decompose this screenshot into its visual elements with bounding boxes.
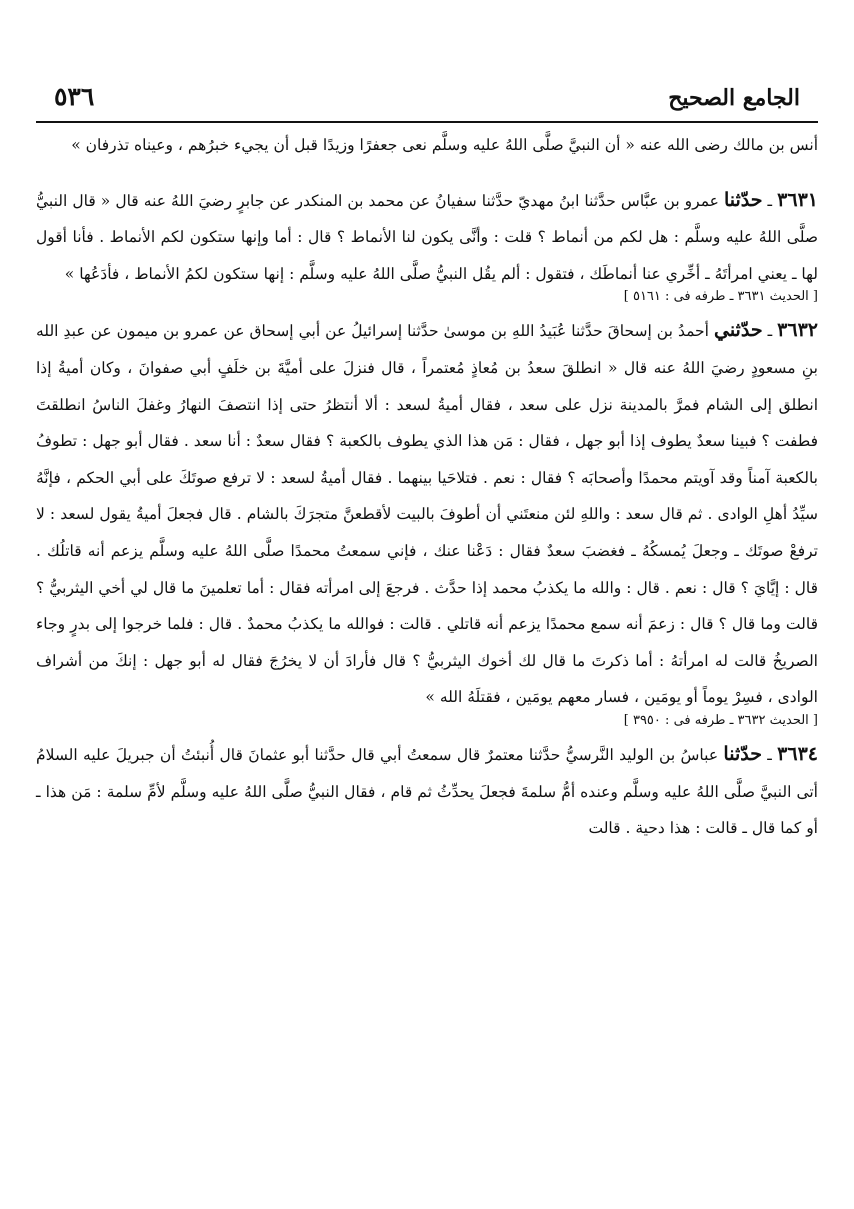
hadith-number: ٣٦٣٢ [777,319,818,342]
hadith-text: عباسُ بن الوليد النَّرسيُّ حدَّثنا معتمرٌ قال سمعتُ أبي قال حدَّثنا أبو عثمانَ قال أُنبئتُ أن جبريلَ عليه السلامُ أتى النبيَّ صلَّى اللهُ عليه وسلَّم وعنده أمُّ سلمةَ فجعلَ يحدِّثُ ثم قام ، فقال النبيُّ صلَّى اللهُ عليه وسلَّم لأمِّ سلمة : مَن هذا ـ أو كما قال ـ قالت : هذا دحية . قالت [36,745,818,838]
page-number: ٥٣٦ [54,82,95,111]
hadith-3634: ٣٦٣٤ ـ حدّثنا عباسُ بن الوليد النَّرسيُّ حدَّثنا معتمرٌ قال سمعتُ أبي قال حدَّثنا أبو عثمانَ قال أُنبئتُ أن جبريلَ عليه السلامُ أتى النبيَّ صلَّى اللهُ عليه وسلَّم وعنده أمُّ سلمةَ فجعلَ يحدِّثُ ثم قام ، فقال النبيُّ صلَّى اللهُ عليه وسلَّم لأمِّ سلمة : مَن هذا ـ أو كما قال ـ قالت : هذا دحية . قالت [36,742,818,838]
hadith-3632: ٣٦٣٢ ـ حدّثني أحمدُ بن إسحاقَ حدَّثنا عُبَيدُ اللهِ بن موسىٰ حدَّثنا إسرائيلُ عن أبي إسحاق عن عمرو بن ميمون عن عبدِ الله بنِ مسعودٍ رضيَ اللهُ عنه قال « انطلقَ سعدُ بن مُعاذٍ مُعتمراً ، قال فنزلَ على أميَّةَ بن خلَفٍ أبي صفوانَ ، وكان أميةُ إذا انطلق إلى الشام فمرَّ بالمدينة نزل على سعد ، فقال أميةُ لسعد : ألا أنتظرُ حتى إذا انتصفَ النهارُ وغفلَ الناسُ انطلقتَ فطفت ؟ فبينا سعدٌ يطوف إذا أبو جهل ، فقال : مَن هذا الذي يطوف بالكعبة ؟ فقال سعدٌ : أنا سعد . فقال أبو جهل : تطوفُ بالكعبة آمناً وقد آويتم محمدًا وأصحابَه ؟ فقال : نعم . فتلاحَيا بينهما . فقال أميةُ لسعد : لا ترفع صوتَكَ على أبي الحكم ، فإنَّهُ سيِّدُ أهلِ الوادى . ثم قال سعد : واللهِ لئن منعتَني أن أطوفَ بالبيت لأقطعنَّ متجرَكَ بالشام . قال فجعلَ أميةُ يقول لسعد : لا ترفعْ صوتَك ـ وجعلَ يُمسكُهُ ـ فغضبَ سعدٌ فقال : دَعْنا عنك ، فإني سمعتُ محمدًا صلَّى اللهُ عليه وسلَّم يزعم أنه قاتلُك . قال : إيَّايَ ؟ قال : نعم . قال : والله ما يكذبُ محمد إذا حدَّث . فرجعَ إلى امرأته فقال : أما تعلمينَ ما قال لي أخي اليثربيُّ ؟ قالت وما قال ؟ قال : زعمَ أنه سمع محمدًا يزعم أنه قاتلي . قالت : فوالله ما يكذبُ محمدٌ . قال : فلما خرجوا إلى بدرٍ وجاء الصريخُ قالت له امرأتهُ : أما ذكرتَ ما قال لك أخوك اليثربيُّ ؟ قال فأرادَ أن لا يخرُجَ فقال له أبو جهل : إنكَ من أشراف الوادى ، فسِرْ يوماً أو يومَين ، فسار معهم يومَين ، فقتلَهُ الله » [36,319,818,707]
ref-tarafuh-label: طرفه فى [673,712,726,728]
hadith-number: ٣٦٣١ [777,188,818,211]
page-header [54,82,800,111]
hadith-keyword: حدّثنا [723,742,762,765]
reference-line: [ الحديث ٣٦٣١ ـ طرفه فى : ٥١٦١ ] [36,286,818,308]
page-body [36,127,818,847]
hadith-3631: ٣٦٣١ ـ حدّثنا عمرو بن عبَّاس حدَّثنا ابنُ مهديّ حدَّثنا سفيانُ عن محمد بن المنكدر عن جابرٍ رضيَ اللهُ عنه قال « قال النبيُّ صلَّى اللهُ عليه وسلَّم : هل لكم من أنماط ؟ قلت : وأنَّى يكون لنا الأنماط ؟ قال : أما وإنها ستكون لكم الأنماط . فأنا أقول لها ـ يعني امرأتَهُ ـ أخِّري عنا أنماطَك ، فتقول : ألم يقُل النبيُّ صلَّى اللهُ عليه وسلَّم : إنها ستكون لكمُ الأنماط ، فأدَعُها » [36,188,818,283]
ref-hadith-label: الحديث [769,712,809,728]
paragraph-text: أنس بن مالك رضى الله عنه « أن النبيَّ صلَّى اللهُ عليه وسلَّم نعى جعفرًا وزيدًا قبل أن يجيء خبرُهم ، وعيناه تذرفان » [71,136,818,154]
book-title: الجامع الصحيح [668,85,800,111]
hadith-text: عمرو بن عبَّاس حدَّثنا ابنُ مهديّ حدَّثنا سفيانُ عن محمد بن المنكدر عن جابرٍ رضيَ اللهُ عنه قال « قال النبيُّ صلَّى اللهُ عليه وسلَّم : هل لكم من أنماط ؟ قلت : وأنَّى يكون لنا الأنماط ؟ قال : أما وإنها ستكون لكم الأنماط . فأنا أقول لها ـ يعني امرأتَهُ ـ أخِّري عنا أنماطَك ، فتقول : ألم يقُل النبيُّ صلَّى اللهُ عليه وسلَّم : إنها ستكون لكمُ الأنماط ، فأدَعُها » [36,191,818,283]
ref-tarafuh-label: طرفه فى [673,289,726,305]
paragraph-intro [36,127,818,164]
hadith-keyword: حدّثني [713,319,763,342]
hadith-text: أحمدُ بن إسحاقَ حدَّثنا عُبَيدُ اللهِ بن موسىٰ حدَّثنا إسرائيلُ عن أبي إسحاق عن عمرو بن ميمون عن عبدِ الله بنِ مسعودٍ رضيَ اللهُ عنه قال « انطلقَ سعدُ بن مُعاذٍ مُعتمراً ، قال فنزلَ على أميَّةَ بن خلَفٍ أبي صفوانَ ، وكان أميةُ إذا انطلق إلى الشام فمرَّ بالمدينة نزل على سعد ، فقال أميةُ لسعد : ألا أنتظرُ حتى إذا انتصفَ النهارُ وغفلَ الناسُ انطلقتَ فطفت ؟ فبينا سعدٌ يطوف إذا أبو جهل ، فقال : مَن هذا الذي يطوف بالكعبة ؟ فقال سعدٌ : أنا سعد . فقال أبو جهل : تطوفُ بالكعبة آمناً وقد آويتم محمدًا وأصحابَه ؟ فقال : نعم . فتلاحَيا بينهما . فقال أميةُ لسعد : لا ترفع صوتَكَ على أبي الحكم ، فإنَّهُ سيِّدُ أهلِ الوادى . ثم قال سعد : واللهِ لئن منعتَني أن أطوفَ بالبيت لأقطعنَّ متجرَكَ بالشام . قال فجعلَ أميةُ يقول لسعد : لا ترفعْ صوتَك ـ وجعلَ يُمسكُهُ ـ فغضبَ سعدٌ فقال : دَعْنا عنك ، فإني سمعتُ محمدًا صلَّى اللهُ عليه وسلَّم يزعم أنه قاتلُك . قال : إيَّايَ ؟ قال : نعم . قال : والله ما يكذبُ محمد إذا حدَّث . فرجعَ إلى امرأته فقال : أما تعلمينَ ما قال لي أخي اليثربيُّ ؟ قالت وما قال ؟ قال : زعمَ أنه سمع محمدًا يزعم أنه قاتلي . قالت : فوالله ما يكذبُ محمدٌ . قال : فلما خرجوا إلى بدرٍ وجاء الصريخُ قالت له امرأتهُ : أما ذكرتَ ما قال لك أخوك اليثربيُّ ؟ قال فأرادَ أن لا يخرُجَ فقال له أبو جهل : إنكَ من أشراف الوادى ، فسِرْ يوماً أو يومَين ، فسار معهم يومَين ، فقتلَهُ الله » [36,322,818,707]
ref-tarafuh-number: ٥١٦١ [632,289,661,305]
hadith-keyword: حدّثنا [723,188,763,211]
reference-line: [ الحديث ٣٦٣٢ ـ طرفه فى : ٣٩٥٠ ] [36,710,818,732]
ref-hadith-label: الحديث [769,289,809,305]
header-rule [36,121,818,123]
ref-hadith-number: ٣٦٣٢ [737,712,766,728]
ref-hadith-number: ٣٦٣١ [737,289,766,305]
ref-tarafuh-number: ٣٩٥٠ [632,712,661,728]
hadith-number: ٣٦٣٤ [777,742,818,765]
